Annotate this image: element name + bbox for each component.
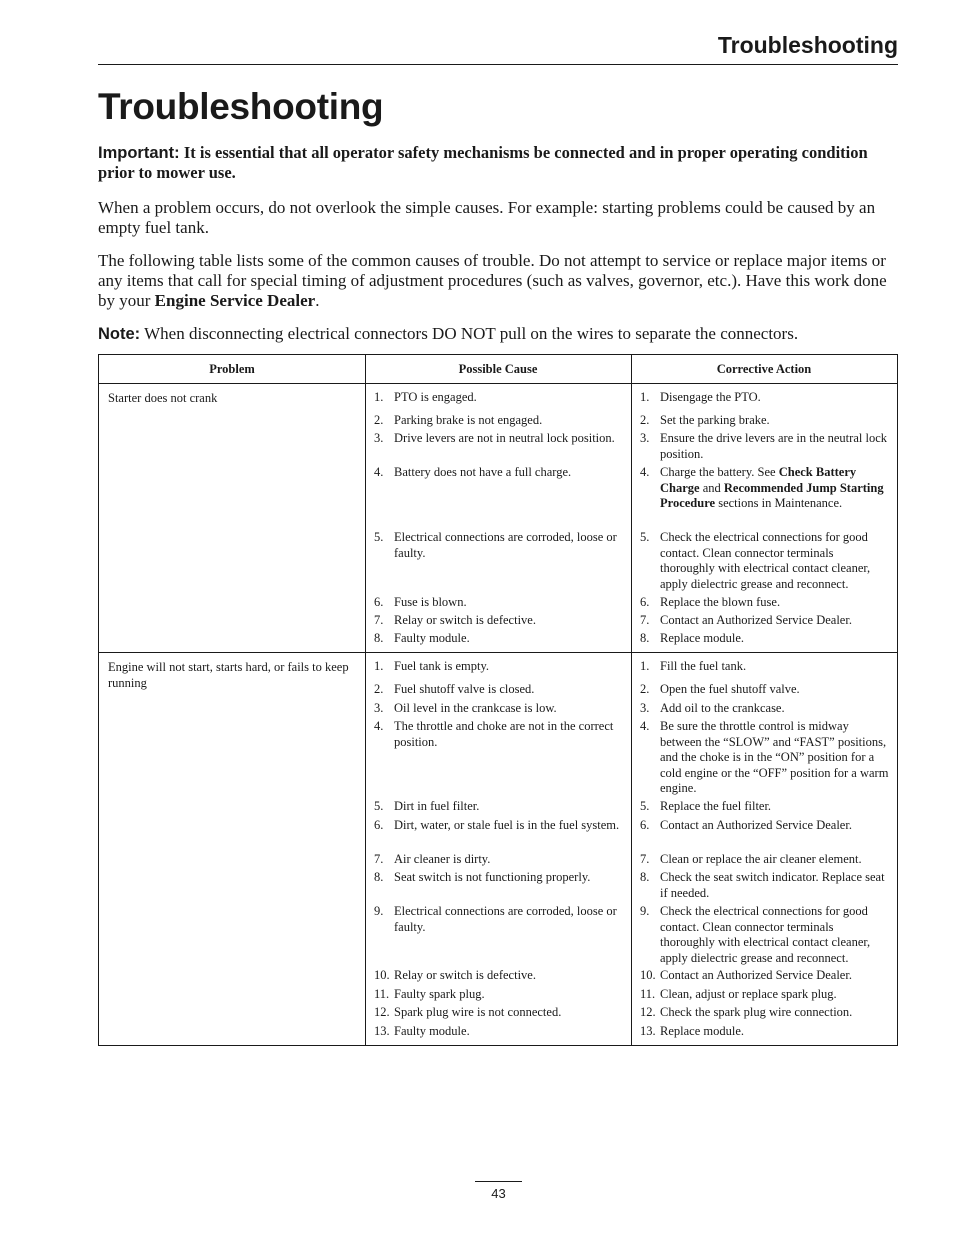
header-row-divider <box>99 383 897 384</box>
row-divider <box>99 652 897 653</box>
item-number: 6. <box>640 818 650 832</box>
footer-rule <box>475 1181 522 1182</box>
item-number: 8. <box>374 631 384 645</box>
important-notice <box>98 143 898 183</box>
cause-text: Drive levers are not in neutral lock position. <box>394 431 615 445</box>
column-divider <box>631 355 632 1045</box>
important-label: Important: <box>98 144 180 162</box>
action-text: Check the seat switch indicator. Replace seat if needed. <box>660 870 885 900</box>
item-number: 4. <box>374 719 384 733</box>
item-number: 9. <box>640 904 650 918</box>
cause-text: Relay or switch is defective. <box>394 968 536 982</box>
cause-text: Fuel shutoff valve is closed. <box>394 682 535 696</box>
cause-text: Dirt in fuel filter. <box>394 799 480 813</box>
item-number: 5. <box>640 799 650 813</box>
intro-paragraph: When a problem occurs, do not overlook the simple causes. For example: starting problems could be caused by an empty fuel tank. <box>98 198 876 237</box>
item-number: 10. <box>374 968 390 982</box>
table-intro-paragraph <box>98 251 898 311</box>
cause-text: Parking brake is not engaged. <box>394 413 543 427</box>
item-number: 9. <box>374 904 384 918</box>
action-text: Fill the fuel tank. <box>660 659 747 673</box>
item-number: 11. <box>640 987 656 1001</box>
engine-service-dealer-text: Engine Service Dealer <box>154 291 316 310</box>
item-number: 3. <box>640 701 650 715</box>
action-text: Replace the blown fuse. <box>660 595 781 609</box>
item-number: 2. <box>374 682 384 696</box>
important-text: It is essential that all operator safety mechanisms be connected and in proper operating condition prior to mower use. <box>98 143 868 182</box>
action-text: Be sure the throttle control is midway between the “SLOW” and “FAST” positions, and the choke is in the “ON” position for a cold engine or the “OFF” position for a warm engine. <box>660 719 889 795</box>
item-number: 7. <box>640 852 650 866</box>
item-number: 1. <box>640 390 650 404</box>
cause-text: Faulty module. <box>394 1024 470 1038</box>
item-number: 2. <box>374 413 384 427</box>
action-text: Replace module. <box>660 631 744 645</box>
cause-text: Electrical connections are corroded, loose or faulty. <box>394 530 617 560</box>
page-number: 43 <box>491 1186 506 1201</box>
item-number: 8. <box>640 870 650 884</box>
action-text: Clean or replace the air cleaner element. <box>660 852 862 866</box>
action-text: Set the parking brake. <box>660 413 770 427</box>
item-number: 4. <box>374 465 384 479</box>
jump-starting-procedure-ref: Recommended Jump Starting Procedure <box>660 480 884 510</box>
action-text-part: sections in Maintenance. <box>715 496 843 510</box>
item-number: 1. <box>374 659 384 673</box>
action-text: Contact an Authorized Service Dealer. <box>660 968 852 982</box>
item-number: 4. <box>640 719 650 733</box>
item-number: 3. <box>374 701 384 715</box>
action-text: Ensure the drive levers are in the neutral lock position. <box>660 431 887 461</box>
troubleshooting-table <box>98 354 898 1046</box>
item-number: 12. <box>640 1005 656 1019</box>
table-intro-text: The following table lists some of the common causes of trouble. Do not attempt to service or replace major items or any items that call for special timing of adjustment procedures (such as valves, governor, etc.). Have this work done by your <box>98 251 887 310</box>
item-number: 1. <box>374 390 384 404</box>
cause-text: Fuel tank is empty. <box>394 659 490 673</box>
action-text: Add oil to the crankcase. <box>660 701 785 715</box>
cause-text: Battery does not have a full charge. <box>394 465 572 479</box>
note <box>98 324 898 344</box>
action-text: Check the electrical connections for good contact. Clean connector terminals thoroughly with electrical contact cleaner, apply dielectric grease and reconnect. <box>660 904 871 965</box>
item-number: 5. <box>374 530 384 544</box>
item-number: 1. <box>640 659 650 673</box>
header-rule <box>98 64 898 65</box>
item-number: 5. <box>640 530 650 544</box>
problem-cell: Starter does not crank <box>108 391 218 405</box>
cause-text: The throttle and choke are not in the correct position. <box>394 719 614 749</box>
item-number: 2. <box>640 682 650 696</box>
action-text: Disengage the PTO. <box>660 390 761 404</box>
note-text: When disconnecting electrical connectors DO NOT pull on the wires to separate the connectors. <box>144 324 799 343</box>
item-number: 6. <box>374 595 384 609</box>
item-number: 8. <box>640 631 650 645</box>
column-header-problem: Problem <box>209 362 255 376</box>
cause-text: Faulty spark plug. <box>394 987 485 1001</box>
check-battery-charge-ref: Check Battery Charge <box>660 465 857 495</box>
item-number: 3. <box>374 431 384 445</box>
item-number: 8. <box>374 870 384 884</box>
cause-text: Air cleaner is dirty. <box>394 852 491 866</box>
item-number: 13. <box>640 1024 656 1038</box>
action-text-part: and <box>699 480 724 495</box>
action-text: Contact an Authorized Service Dealer. <box>660 818 852 832</box>
item-number: 13. <box>374 1024 390 1038</box>
note-label: Note: <box>98 325 141 343</box>
action-text <box>660 465 890 512</box>
table-intro-end: . <box>315 291 320 310</box>
cause-text: Electrical connections are corroded, loose or faulty. <box>394 904 617 934</box>
item-number: 3. <box>640 431 650 445</box>
item-number: 2. <box>640 413 650 427</box>
action-text: Replace module. <box>660 1024 744 1038</box>
item-number: 7. <box>640 613 650 627</box>
cause-text: Relay or switch is defective. <box>394 613 536 627</box>
action-text: Check the spark plug wire connection. <box>660 1005 853 1019</box>
item-number: 7. <box>374 613 384 627</box>
cause-text: Dirt, water, or stale fuel is in the fuel system. <box>394 818 620 832</box>
action-text-part: Charge the battery. See <box>660 465 779 479</box>
column-header-corrective-action: Corrective Action <box>716 362 812 376</box>
action-text: Clean, adjust or replace spark plug. <box>660 987 837 1001</box>
cause-text: Fuse is blown. <box>394 595 467 609</box>
item-number: 11. <box>374 987 390 1001</box>
cause-text: Oil level in the crankcase is low. <box>394 701 557 715</box>
section-header-title: Troubleshooting <box>717 32 898 58</box>
page-title: Troubleshooting <box>98 86 384 127</box>
item-number: 12. <box>374 1005 390 1019</box>
action-text: Replace the fuel filter. <box>660 799 772 813</box>
action-text: Contact an Authorized Service Dealer. <box>660 613 852 627</box>
problem-cell: Engine will not start, starts hard, or fails to keep running <box>108 660 349 690</box>
item-number: 10. <box>640 968 656 982</box>
item-number: 6. <box>640 595 650 609</box>
cause-text: Seat switch is not functioning properly. <box>394 870 591 884</box>
cause-text: Faulty module. <box>394 631 470 645</box>
item-number: 7. <box>374 852 384 866</box>
column-divider <box>365 355 366 1045</box>
cause-text: Spark plug wire is not connected. <box>394 1005 562 1019</box>
item-number: 4. <box>640 465 650 479</box>
item-number: 5. <box>374 799 384 813</box>
item-number: 6. <box>374 818 384 832</box>
action-text: Open the fuel shutoff valve. <box>660 682 800 696</box>
cause-text: PTO is engaged. <box>394 390 477 404</box>
action-text: Check the electrical connections for good contact. Clean connector terminals thoroughly with electrical contact cleaner, apply dielectric grease and reconnect. <box>660 530 871 591</box>
column-header-possible-cause: Possible Cause <box>458 362 538 376</box>
